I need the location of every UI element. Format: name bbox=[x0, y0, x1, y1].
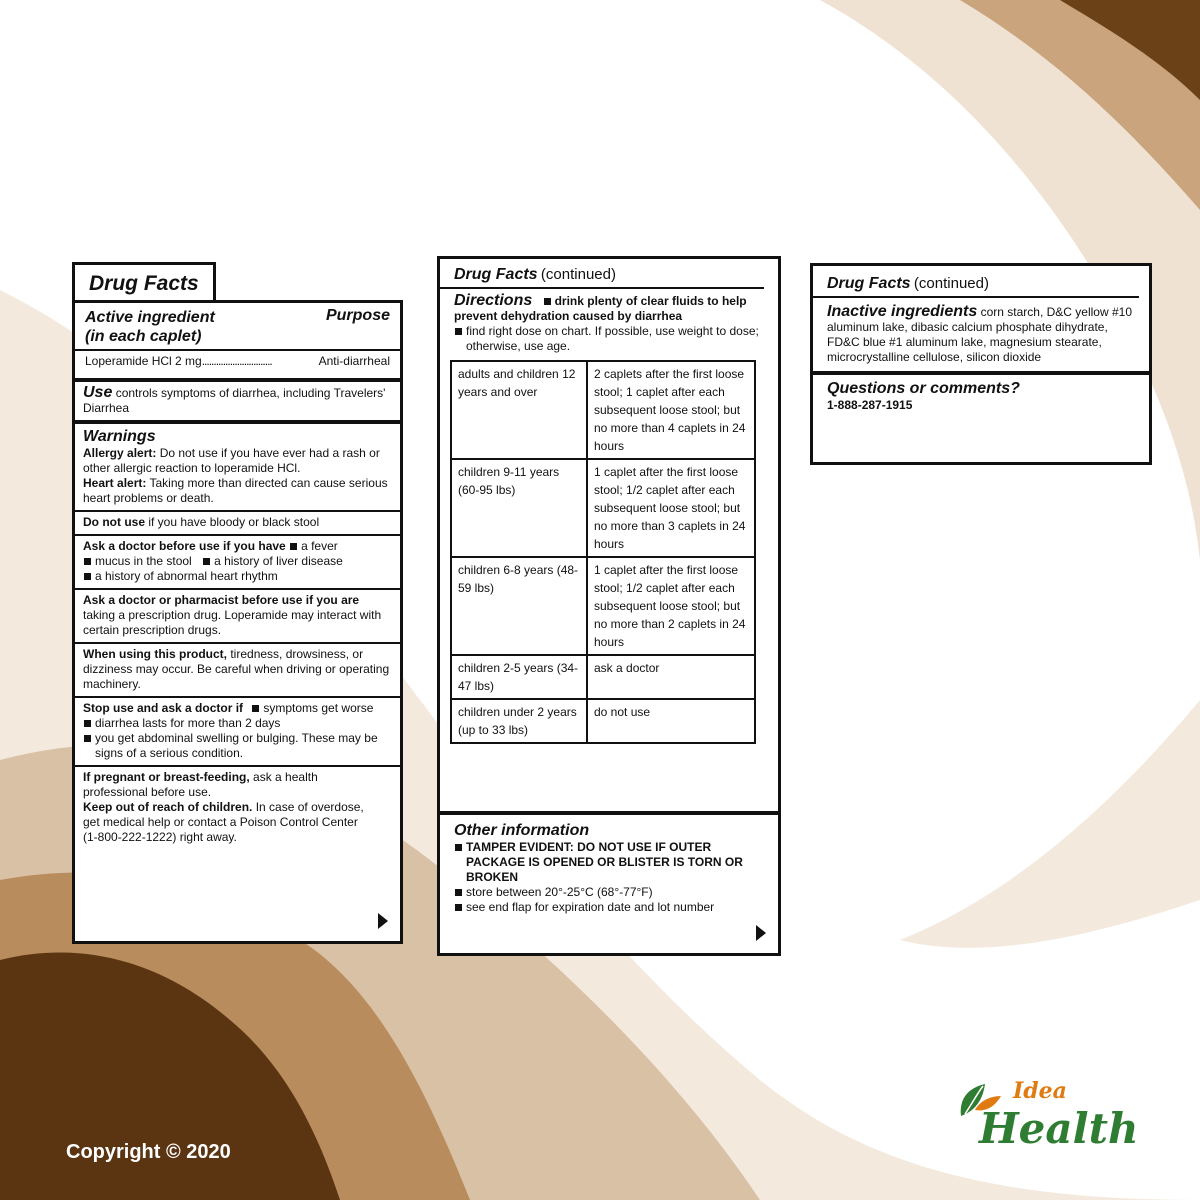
other-info-item: see end flap for expiration date and lot number bbox=[466, 900, 715, 914]
phone-number: 1-888-287-1915 bbox=[827, 398, 913, 412]
ask-doctor-item: mucus in the stool bbox=[95, 554, 192, 568]
do-not-use-section bbox=[75, 510, 400, 534]
questions-section bbox=[813, 371, 1149, 413]
other-info-heading: Other information bbox=[454, 822, 590, 839]
drug-facts-panel-3 bbox=[810, 263, 1152, 465]
ask-doctor-label: Ask a doctor before use if you have bbox=[83, 539, 286, 553]
stop-use-item: you get abdominal swelling or bulging. These may be signs of a serious condition. bbox=[95, 731, 378, 760]
dose-amount-cell: ask a doctor bbox=[587, 655, 755, 699]
inactive-ingredients-heading: Inactive ingredients bbox=[827, 303, 978, 320]
panel-title: Drug Facts bbox=[827, 275, 911, 292]
questions-heading: Questions or comments? bbox=[827, 380, 1020, 397]
use-heading: Use bbox=[83, 384, 113, 401]
panel-title: Drug Facts bbox=[454, 266, 538, 283]
use-section bbox=[75, 378, 400, 420]
active-ingredient-subheading: (in each caplet) bbox=[85, 328, 202, 345]
dose-amount-cell: do not use bbox=[587, 699, 755, 743]
do-not-use-text: if you have bloody or black stool bbox=[148, 515, 320, 529]
dose-age-cell: children under 2 years (up to 33 lbs) bbox=[451, 699, 587, 743]
table-row bbox=[451, 459, 755, 557]
other-info-item: store between 20°-25°C (68°-77°F) bbox=[466, 885, 653, 899]
pregnant-label: If pregnant or breast-feeding, bbox=[83, 770, 250, 784]
table-row bbox=[451, 557, 755, 655]
pregnant-text: ask a health professional before use. bbox=[83, 770, 318, 799]
use-text: controls symptoms of diarrhea, including Travelers' Diarrhea bbox=[83, 386, 386, 415]
panel-title: Drug Facts bbox=[89, 272, 199, 295]
dose-age-cell: adults and children 12 years and over bbox=[451, 361, 587, 459]
table-row bbox=[451, 655, 755, 699]
inactive-ingredients-text: corn starch, D&C yellow #10 aluminum lake, dibasic calcium phosphate dihydrate, FD&C blue #1 aluminum lake, magnesium stearate, microcrystalline cellulose, silicon dioxide bbox=[827, 305, 1133, 364]
directions-heading: Directions bbox=[454, 292, 533, 309]
heart-text: Taking more than directed can cause serious heart problems or death. bbox=[83, 476, 388, 505]
ingredient-purpose: Anti-diarrheal bbox=[318, 354, 390, 368]
ingredient-name: Loperamide HCl 2 mg bbox=[85, 354, 202, 368]
idea-health-logo bbox=[955, 1070, 1155, 1170]
drug-facts-panel-1 bbox=[72, 262, 403, 944]
pregnant-section bbox=[75, 765, 400, 849]
dose-amount-cell: 1 caplet after the first loose stool; 1/2 caplet after each subsequent loose stool; but no more than 2 caplets in 24 hours bbox=[587, 557, 755, 655]
directions-item: find right dose on chart. If possible, use weight to dose; otherwise, use age. bbox=[466, 324, 759, 353]
keep-out-text: In case of overdose, get medical help or contact a Poison Control Center (1-800-222-1222) right away. bbox=[83, 800, 364, 844]
logo-word-health: Health bbox=[979, 1104, 1139, 1153]
dose-age-cell: children 2-5 years (34-47 lbs) bbox=[451, 655, 587, 699]
dosage-table bbox=[450, 360, 756, 744]
continue-arrow-icon bbox=[378, 913, 388, 929]
logo-word-idea: Idea bbox=[1013, 1078, 1067, 1104]
when-using-text: tiredness, drowsiness, or dizziness may occur. Be careful when driving or operating machinery. bbox=[83, 647, 390, 691]
table-row bbox=[451, 361, 755, 459]
inactive-ingredients-section bbox=[813, 298, 1149, 371]
panel-title-suffix: (continued) bbox=[913, 275, 989, 292]
ask-pharmacist-text: taking a prescription drug. Loperamide may interact with certain prescription drugs. bbox=[83, 608, 382, 637]
dose-amount-cell: 2 caplets after the first loose stool; 1 caplet after each subsequent loose stool; but no more than 4 caplets in 24 hours bbox=[587, 361, 755, 459]
stop-use-label: Stop use and ask a doctor if bbox=[83, 701, 244, 715]
warnings-section bbox=[75, 420, 400, 510]
other-info-item: TAMPER EVIDENT: DO NOT USE IF OUTER PACKAGE IS OPENED OR BLISTER IS TORN OR BROKEN bbox=[466, 840, 743, 884]
directions-item: drink plenty of clear fluids to help prevent dehydration caused by diarrhea bbox=[454, 294, 747, 323]
stop-use-item: diarrhea lasts for more than 2 days bbox=[95, 716, 281, 730]
heart-label: Heart alert: bbox=[83, 476, 147, 490]
ask-pharmacist-section bbox=[75, 588, 400, 642]
panel-title-suffix: (continued) bbox=[540, 266, 616, 283]
other-info-section bbox=[440, 811, 778, 915]
allergy-text: Do not use if you have ever had a rash or other allergic reaction to loperamide HCl. bbox=[83, 446, 380, 475]
drug-facts-panel-2 bbox=[437, 256, 781, 956]
allergy-label: Allergy alert: bbox=[83, 446, 157, 460]
ask-doctor-item: a history of liver disease bbox=[214, 554, 343, 568]
dose-age-cell: children 6-8 years (48-59 lbs) bbox=[451, 557, 587, 655]
dose-amount-cell: 1 caplet after the first loose stool; 1/2 caplet after each subsequent loose stool; but no more than 3 caplets in 24 hours bbox=[587, 459, 755, 557]
active-ingredient-heading: Active ingredient bbox=[85, 309, 215, 326]
continue-arrow-icon bbox=[756, 925, 766, 941]
when-using-label: When using this product, bbox=[83, 647, 227, 661]
purpose-heading: Purpose bbox=[325, 307, 390, 324]
ingredient-dots: .............................. bbox=[201, 354, 272, 368]
dose-age-cell: children 9-11 years (60-95 lbs) bbox=[451, 459, 587, 557]
when-using-section bbox=[75, 642, 400, 696]
ask-doctor-item: a fever bbox=[301, 539, 338, 553]
ask-doctor-item: a history of abnormal heart rhythm bbox=[95, 569, 278, 583]
ask-doctor-section bbox=[75, 534, 400, 588]
stop-use-section bbox=[75, 696, 400, 765]
keep-out-label: Keep out of reach of children. bbox=[83, 800, 253, 814]
warnings-heading: Warnings bbox=[83, 428, 156, 445]
table-row bbox=[451, 699, 755, 743]
ask-pharmacist-label: Ask a doctor or pharmacist before use if you are bbox=[83, 593, 360, 607]
stop-use-item: symptoms get worse bbox=[263, 701, 374, 715]
copyright-text: Copyright © 2020 bbox=[66, 1141, 231, 1163]
do-not-use-label: Do not use bbox=[83, 515, 145, 529]
directions-section bbox=[440, 289, 778, 354]
